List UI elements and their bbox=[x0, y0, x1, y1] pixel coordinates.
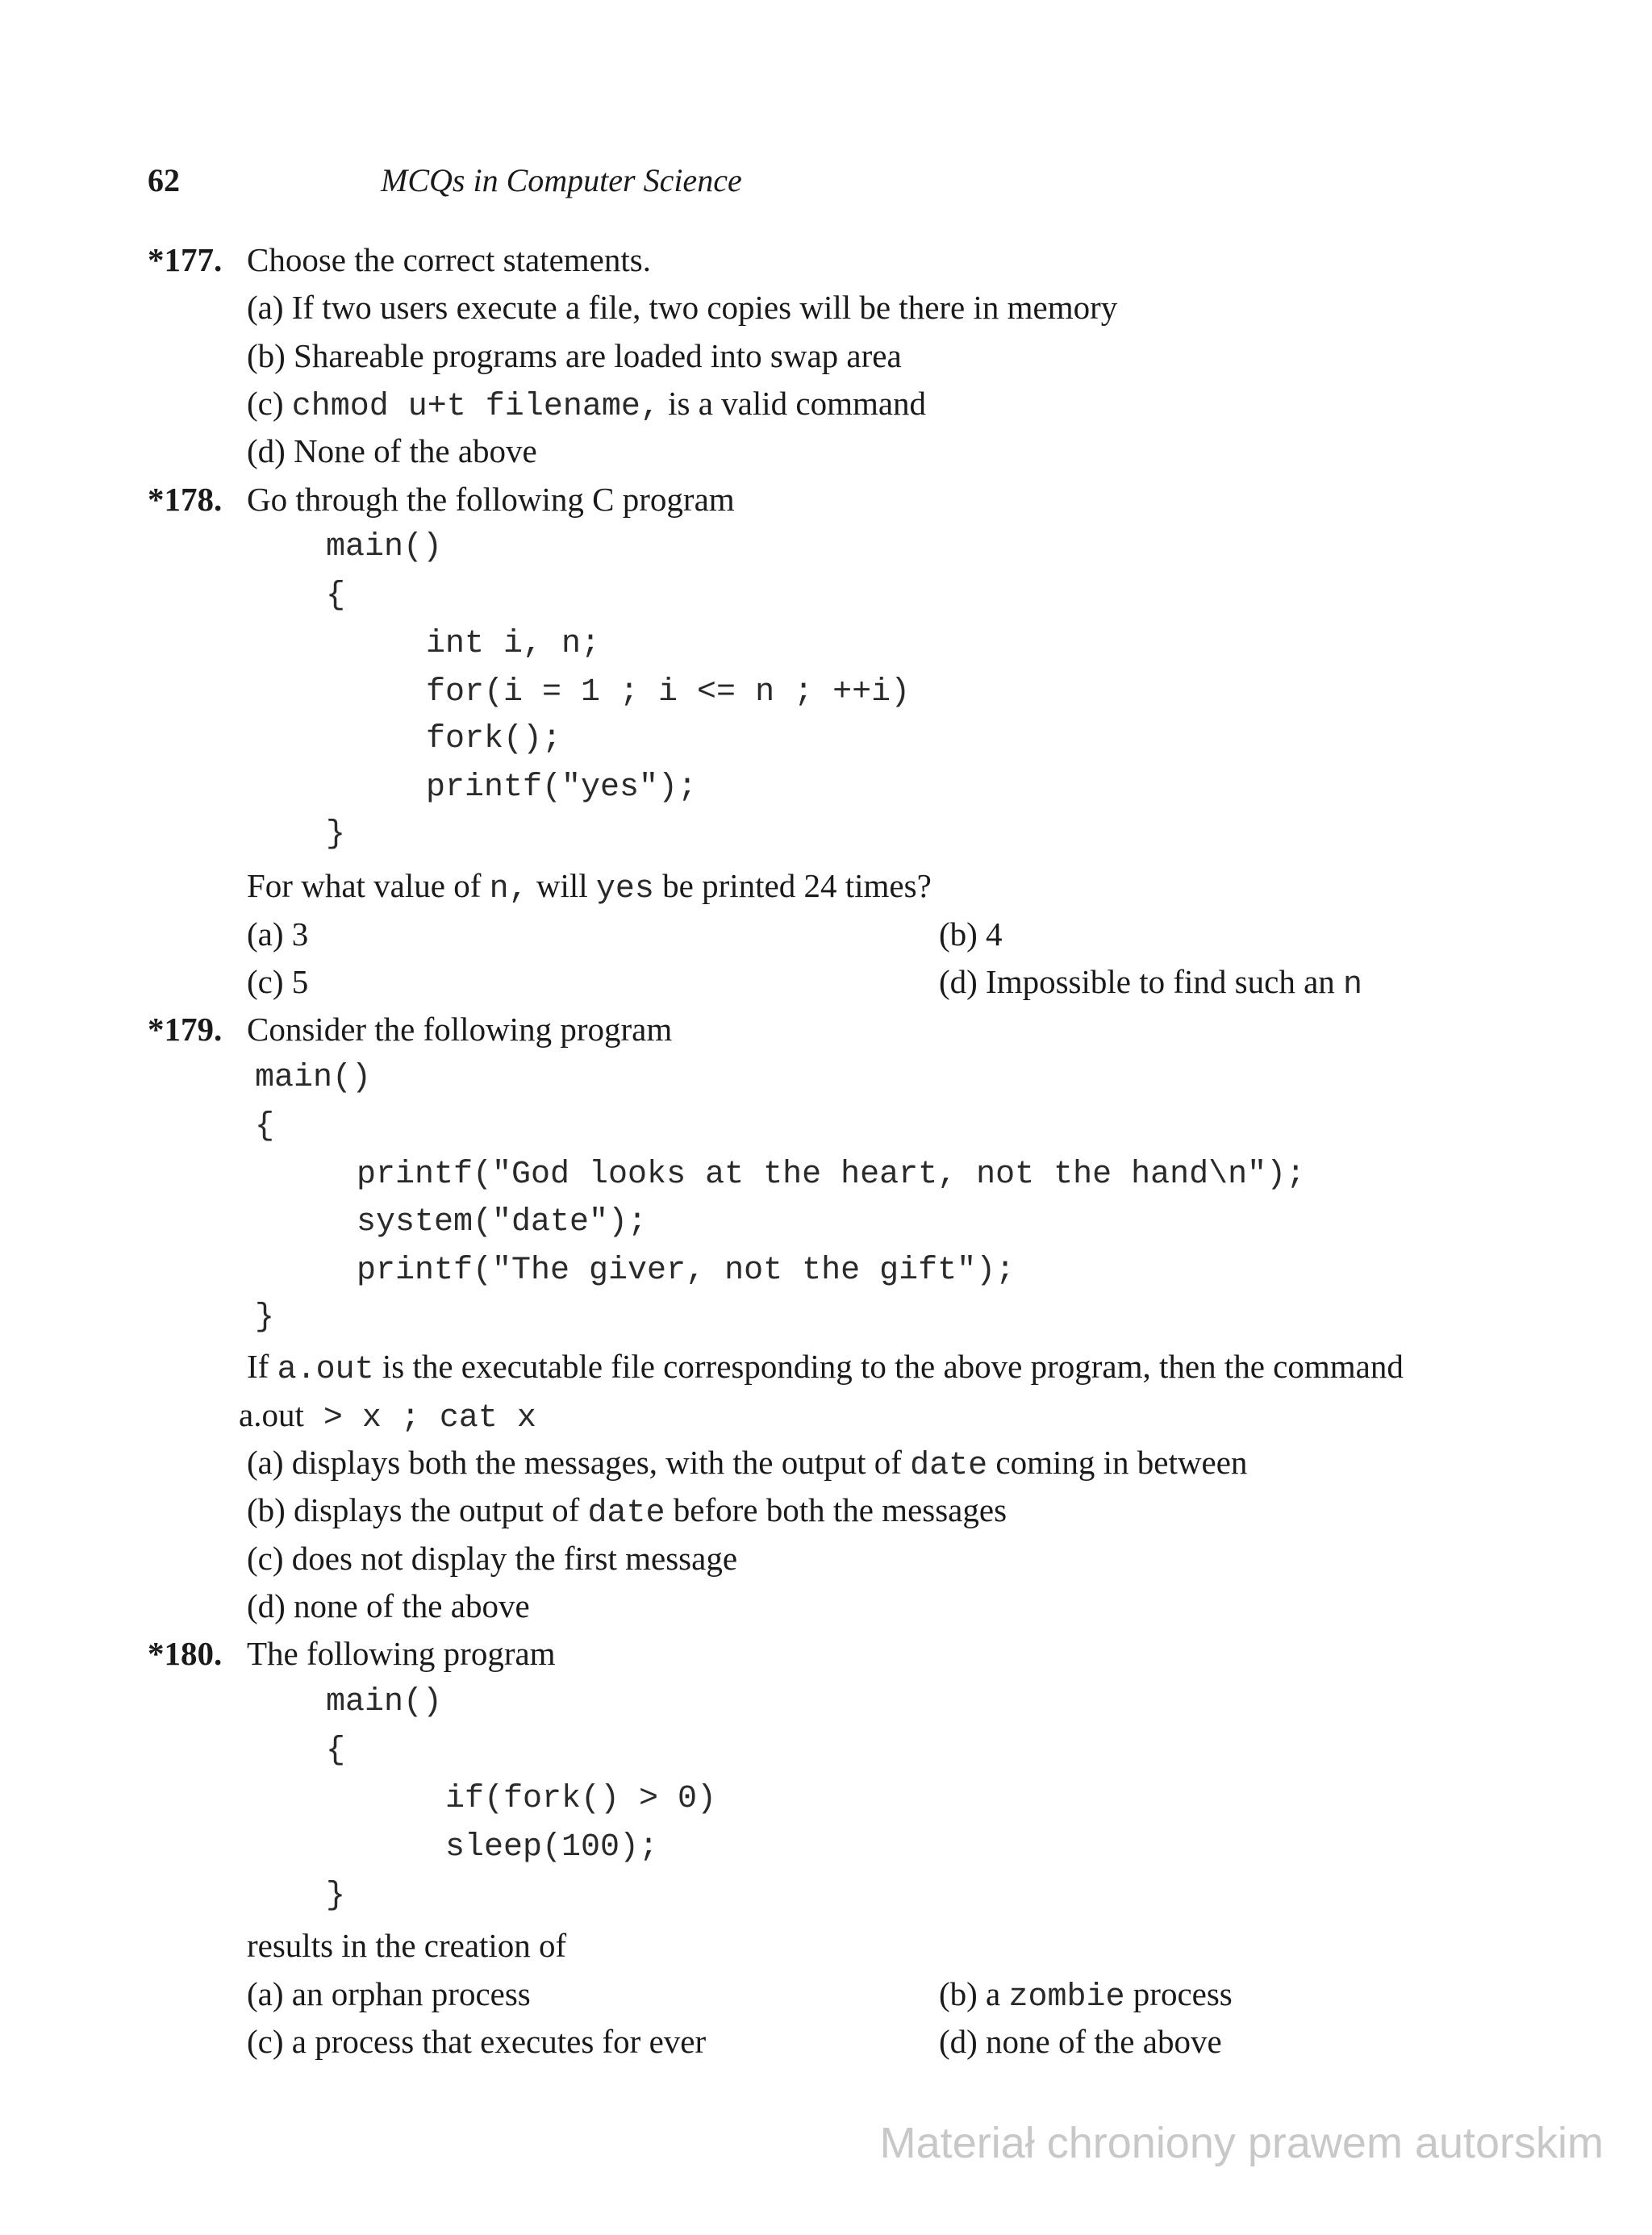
code-line: } bbox=[326, 1878, 346, 1914]
inline-code: n bbox=[1343, 967, 1363, 1003]
inline-code: a.out bbox=[277, 1352, 374, 1388]
question-stem: Consider the following program bbox=[247, 1011, 673, 1048]
code-line: { bbox=[255, 1108, 275, 1145]
question-text bbox=[247, 869, 932, 906]
text: (a) displays both the messages, with the output of bbox=[247, 1444, 911, 1481]
code-line: printf("The giver, not the gift"); bbox=[357, 1253, 1016, 1289]
copyright-watermark: Materiał chroniony prawem autorskim bbox=[879, 2119, 1604, 2167]
code-line: if(fork() > 0) bbox=[445, 1781, 717, 1817]
code-line: main() bbox=[326, 1684, 443, 1720]
result-text: results in the creation of bbox=[247, 1927, 567, 1964]
question-number: *179. bbox=[148, 1011, 223, 1048]
question-number: *178. bbox=[148, 481, 223, 518]
running-title: MCQs in Computer Science bbox=[381, 162, 742, 198]
option-text: (d) Impossible to find such an bbox=[939, 963, 1344, 1000]
text: process bbox=[1124, 1975, 1233, 2012]
option-c: (c) does not display the first message bbox=[247, 1540, 738, 1577]
code-line: for(i = 1 ; i <= n ; ++i) bbox=[426, 674, 911, 711]
option-b bbox=[939, 1975, 1233, 2016]
option-c bbox=[247, 387, 926, 423]
option-d bbox=[939, 965, 1362, 1002]
page-number: 62 bbox=[148, 162, 180, 198]
option-a bbox=[247, 1446, 1247, 1482]
question-number: *177. bbox=[148, 241, 223, 278]
option-b: (b) Shareable programs are loaded into swap area bbox=[247, 337, 902, 374]
text: For what value of bbox=[247, 867, 490, 904]
option-text: is a valid command bbox=[659, 385, 927, 422]
code-line: } bbox=[255, 1299, 275, 1336]
code-line: sleep(100); bbox=[445, 1829, 659, 1866]
option-d: (d) none of the above bbox=[247, 1587, 530, 1624]
text: coming in between bbox=[987, 1444, 1248, 1481]
text: be printed 24 times? bbox=[653, 867, 932, 904]
inline-code: yes bbox=[595, 871, 654, 907]
question-text bbox=[247, 1350, 1404, 1386]
option-b bbox=[247, 1491, 1007, 1532]
option-d: (d) None of the above bbox=[247, 432, 537, 469]
inline-code: > x ; cat x bbox=[303, 1400, 536, 1436]
text: is the executable file corresponding to the above program, then the command bbox=[373, 1348, 1404, 1385]
code-line: fork(); bbox=[426, 721, 562, 757]
inline-code: zombie bbox=[1008, 1979, 1125, 2016]
option-d: (d) none of the above bbox=[939, 2023, 1222, 2060]
inline-code: date bbox=[587, 1495, 665, 1532]
code-line: int i, n; bbox=[426, 626, 601, 662]
command-file: a.out bbox=[239, 1396, 304, 1433]
option-label: (c) bbox=[247, 385, 292, 422]
text: before both the messages bbox=[665, 1491, 1007, 1528]
option-b: (b) 4 bbox=[939, 915, 1003, 953]
option-a: (a) 3 bbox=[247, 915, 309, 953]
command-line bbox=[239, 1396, 536, 1436]
question-stem: Choose the correct statements. bbox=[247, 241, 651, 278]
option-c: (c) 5 bbox=[247, 963, 309, 1000]
text: (b) a bbox=[939, 1975, 1009, 2012]
question-number: *180. bbox=[148, 1635, 223, 1672]
option-a: (a) If two users execute a file, two copies will be there in memory bbox=[247, 289, 1118, 326]
code-line: printf("God looks at the heart, not the hand\n"); bbox=[357, 1157, 1306, 1193]
question-stem: The following program bbox=[247, 1635, 556, 1672]
code-line: main() bbox=[326, 529, 443, 565]
code-line: printf("yes"); bbox=[426, 769, 698, 806]
inline-code: n, bbox=[489, 871, 528, 907]
option-c: (c) a process that executes for ever bbox=[247, 2023, 707, 2060]
code-line: } bbox=[326, 816, 346, 853]
text: will bbox=[528, 867, 596, 904]
code-line: main() bbox=[255, 1060, 372, 1096]
code-line: { bbox=[326, 578, 346, 614]
code-line: system("date"); bbox=[357, 1204, 648, 1241]
text: If bbox=[247, 1348, 277, 1385]
text: (b) displays the output of bbox=[247, 1491, 588, 1528]
inline-code: date bbox=[910, 1448, 988, 1484]
inline-code: chmod u+t filename, bbox=[291, 389, 660, 425]
question-stem: Go through the following C program bbox=[247, 481, 735, 518]
option-a: (a) an orphan process bbox=[247, 1975, 531, 2012]
code-line: { bbox=[326, 1733, 346, 1769]
